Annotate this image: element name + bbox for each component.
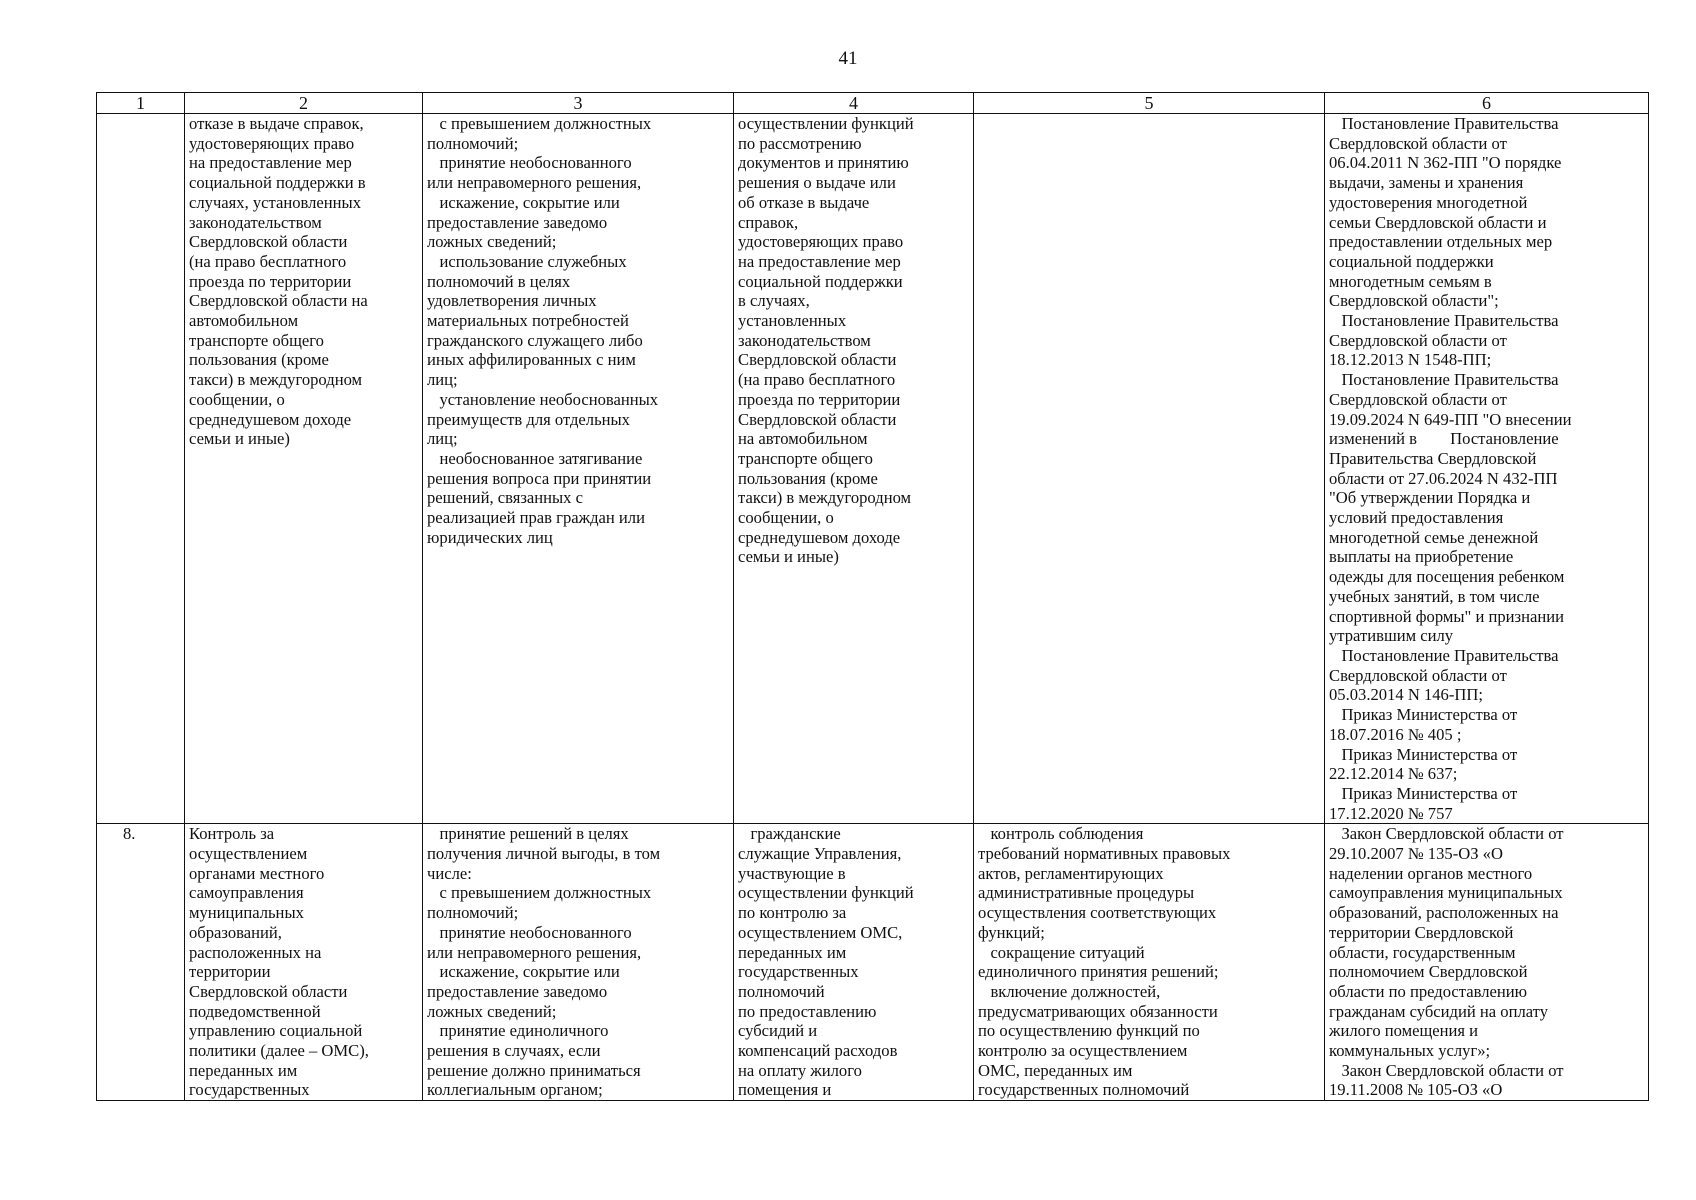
header-col-2: 2 [185, 93, 423, 114]
table-row [97, 114, 1649, 824]
table-row [97, 824, 1649, 1101]
header-col-1: 1 [97, 93, 185, 114]
header-col-3: 3 [423, 93, 734, 114]
measures-table [96, 92, 1649, 1101]
header-col-6: 6 [1325, 93, 1649, 114]
header-row [97, 93, 1649, 114]
page-number: 41 [838, 48, 858, 69]
row-number: 8. [97, 824, 185, 1101]
cell-legal-acts: Закон Свердловской области от 29.10.2007 № 135-ОЗ «О наделении органов местного самоуправления муниципальных образований, расположенных на территории Свердловской области, государственным полномочием Свердловской области по предоставлению гражданам субсидий на оплату жилого помещения и коммунальных услуг»; Закон Свердловской области от 19.11.2008 № 105-ОЗ «О [1325, 824, 1649, 1101]
cell-risks: принятие решений в целях получения личной выгоды, в том числе: с превышением должностных полномочий; принятие необоснованного или неправомерного решения, искажение, сокрытие или предоставление заведомо ложных сведений; принятие единоличного решения в случаях, если решение должно приниматься коллегиальным органом; [423, 824, 734, 1101]
cell-function: отказе в выдаче справок, удостоверяющих право на предоставление мер социальной поддержки в случаях, установленных законодательством Свердловской области (на право бесплатного проезда по территории Свердловской области на автомобильном транспорте общего пользования (кроме такси) в междугородном сообщении, о среднедушевом доходе семьи и иные) [185, 114, 423, 824]
header-col-5: 5 [974, 93, 1325, 114]
cell-positions: гражданские служащие Управления, участвующие в осуществлении функций по контролю за осуществлением ОМС, переданных им государственных полномочий по предоставлению субсидий и компенсаций расходов на оплату жилого помещения и [734, 824, 974, 1101]
cell-legal-acts: Постановление Правительства Свердловской области от 06.04.2011 N 362-ПП "О порядке выдачи, замены и хранения удостоверения многодетной семьи Свердловской области и предоставлении отдельных мер социальной поддержки многодетным семьям в Свердловской области"; Постановление Правительства Свердловской области от 18.12.2013 N 1548-ПП; Постановление Правительства Свердловской области от 19.09.2024 N 649-ПП "О внесении изменений в Постановление Правительства Свердловской области от 27.06.2024 N 432-ПП "Об утверждении Порядка и условий предоставления многодетной семье денежной выплаты на приобретение одежды для посещения ребенком учебных занятий, в том числе спортивной формы" и признании утратившим силу Постановление Правительства Свердловской области от 05.03.2014 N 146-ПП; Приказ Министерства от 18.07.2016 № 405 ; Приказ Министерства от 22.12.2014 № 637; Приказ Министерства от 17.12.2020 № 757 [1325, 114, 1649, 824]
cell-function: Контроль за осуществлением органами местного самоуправления муниципальных образований, расположенных на территории Свердловской области подведомственной управлению социальной политики (далее – ОМС), переданных им государственных [185, 824, 423, 1101]
cell-risks: с превышением должностных полномочий; принятие необоснованного или неправомерного решения, искажение, сокрытие или предоставление заведомо ложных сведений; использование служебных полномочий в целях удовлетворения личных материальных потребностей гражданского служащего либо иных аффилированных с ним лиц; установление необоснованных преимуществ для отдельных лиц; необоснованное затягивание решения вопроса при принятии решений, связанных с реализацией прав граждан или юридических лиц [423, 114, 734, 824]
row-number [97, 114, 185, 824]
cell-measures [974, 114, 1325, 824]
cell-measures: контроль соблюдения требований нормативных правовых актов, регламентирующих административные процедуры осуществления соответствующих функций; сокращение ситуаций единоличного принятия решений; включение должностей, предусматривающих обязанности по осуществлению функций по контролю за осуществлением ОМС, переданных им государственных полномочий [974, 824, 1325, 1101]
header-col-4: 4 [734, 93, 974, 114]
cell-positions: осуществлении функций по рассмотрению документов и принятию решения о выдаче или об отказе в выдаче справок, удостоверяющих право на предоставление мер социальной поддержки в случаях, установленных законодательством Свердловской области (на право бесплатного проезда по территории Свердловской области на автомобильном транспорте общего пользования (кроме такси) в междугородном сообщении, о среднедушевом доходе семьи и иные) [734, 114, 974, 824]
